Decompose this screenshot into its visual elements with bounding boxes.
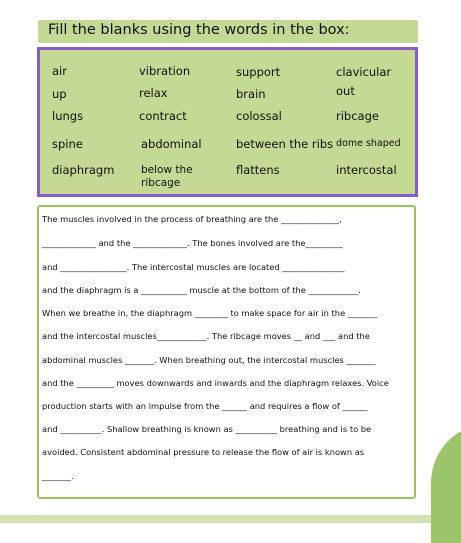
passage-line: abdominal muscles _______. When breathing out, the intercostal muscles _______: [42, 355, 376, 365]
word-bank-item: lungs: [52, 109, 84, 123]
bottom-decoration-band: [0, 515, 461, 523]
worksheet-title: Fill the blanks using the words in the box:: [48, 22, 350, 38]
passage-line: When we breathe in, the diaphragm ________ to make space for air in the _______: [42, 308, 377, 318]
passage-line: and the intercostal muscles____________. The ribcage moves __ and ___ and the: [42, 331, 370, 341]
passage-line: and __________. Shallow breathing is known as __________ breathing and is to be: [42, 424, 372, 434]
word-bank-item: support: [236, 65, 281, 79]
word-bank-item: ribcage: [336, 109, 379, 123]
title-bar: [38, 20, 418, 43]
word-bank-item: dome shaped: [336, 138, 401, 149]
word-bank-item: between the ribs: [236, 137, 334, 151]
passage-line: _______.: [42, 471, 74, 481]
word-bank-item: contract: [139, 109, 187, 123]
word-bank-item: up: [52, 87, 67, 101]
word-bank-item: intercostal: [336, 163, 397, 177]
word-bank-box: [37, 47, 418, 197]
word-bank-item: out: [336, 84, 355, 98]
fill-in-passage-box: [37, 205, 416, 499]
word-bank-item: clavicular: [336, 65, 392, 79]
word-bank-item: flattens: [236, 163, 280, 177]
corner-decoration-shape: [431, 423, 461, 543]
word-bank-item: relax: [139, 86, 168, 100]
word-bank-item: diaphragm: [52, 163, 115, 177]
word-bank-item: brain: [236, 87, 266, 101]
passage-line: production starts with an impulse from the ______ and requires a flow of ______: [42, 401, 368, 411]
passage-line: and ________________. The intercostal muscles are located _______________: [42, 262, 345, 272]
passage-line: _____________ and the _____________. The bones involved are the_________: [42, 238, 343, 248]
passage-line: avoided. Consistent abdominal pressure to release the flow of air is known as: [42, 447, 365, 457]
word-bank-item: vibration: [139, 64, 191, 78]
word-bank-item: abdominal: [141, 137, 202, 151]
passage-line: The muscles involved in the process of breathing are the ______________,: [42, 214, 342, 224]
word-bank-item: air: [52, 64, 67, 78]
passage-line: and the diaphragm is a ___________ muscle at the bottom of the ____________.: [42, 285, 361, 295]
word-bank-item: spine: [52, 137, 83, 151]
word-bank-item: colossal: [236, 109, 282, 123]
passage-line: and the _________ moves downwards and inwards and the diaphragm relaxes. Voice: [42, 378, 389, 388]
word-bank-item: below the ribcage: [141, 164, 193, 189]
